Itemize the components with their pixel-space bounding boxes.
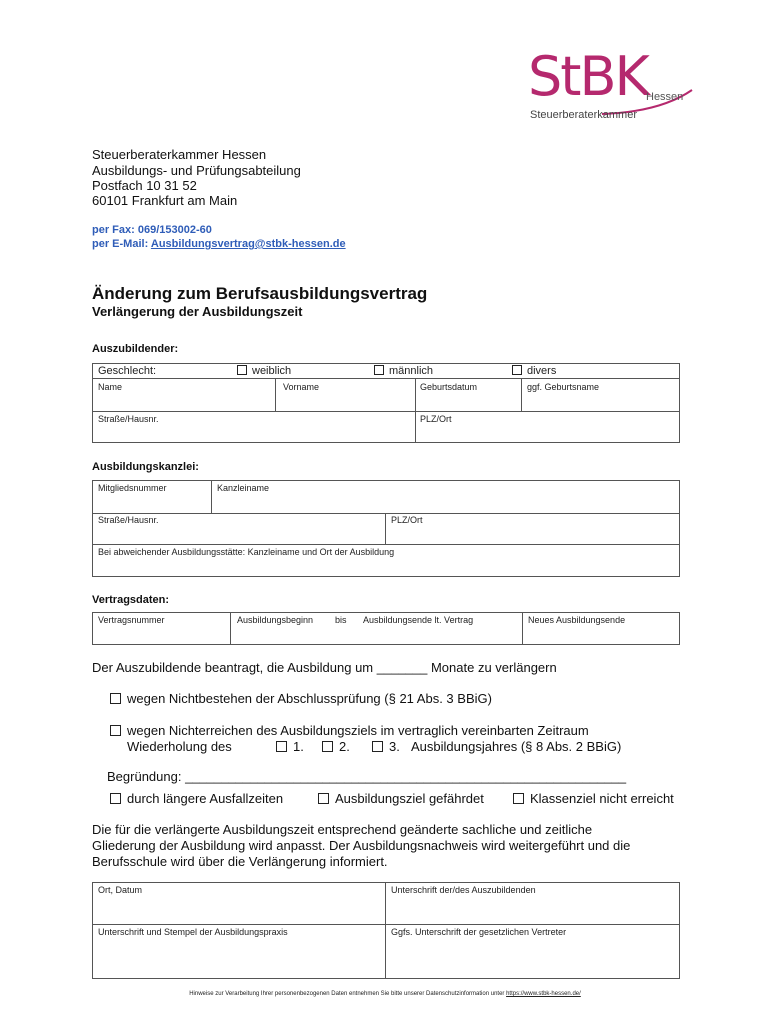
kanzlei-heading: Ausbildungskanzlei: bbox=[92, 461, 199, 473]
kanzlei-plz-field[interactable]: PLZ/Ort bbox=[391, 515, 423, 525]
ausbildungsbeginn-field[interactable]: Ausbildungsbeginn bbox=[237, 615, 314, 625]
email-label: per E-Mail: bbox=[92, 238, 151, 250]
signature-azubi-field[interactable]: Unterschrift der/des Auszubildenden bbox=[391, 885, 536, 895]
gender-weiblich-label: weiblich bbox=[252, 365, 292, 377]
gender-weiblich-checkbox[interactable] bbox=[237, 365, 291, 377]
reason-ziel-gefaehrdet-label: Ausbildungsziel gefährdet bbox=[335, 791, 484, 806]
antrag-text: Der Auszubildende beantragt, die Ausbildung um _______ Monate zu verlängern bbox=[92, 660, 557, 675]
ausbildungsende-field[interactable]: Ausbildungsende lt. Vertrag bbox=[363, 615, 474, 625]
kanzlei-table bbox=[92, 480, 680, 577]
azubi-name-field[interactable]: Name bbox=[98, 382, 123, 392]
year-tail-label: Ausbildungsjahres (§ 8 Abs. 2 BBiG) bbox=[411, 739, 622, 754]
year-2-label: 2. bbox=[339, 739, 350, 754]
azubi-vorname-field[interactable]: Vorname bbox=[283, 382, 320, 392]
azubi-geburtsname-field[interactable]: ggf. Geburtsname bbox=[527, 382, 600, 392]
email-line bbox=[92, 238, 346, 250]
ort-datum-field[interactable]: Ort, Datum bbox=[98, 885, 143, 895]
vertrag-heading: Vertragsdaten: bbox=[92, 594, 170, 606]
azubi-strasse-field[interactable]: Straße/Hausnr. bbox=[98, 414, 159, 424]
fax-number: per Fax: 069/153002-60 bbox=[92, 224, 212, 236]
signature-vertreter-field[interactable]: Ggfs. Unterschrift der gesetzlichen Vertreter bbox=[391, 927, 567, 937]
page-title: Änderung zum Berufsausbildungsvertrag bbox=[92, 284, 428, 303]
gender-maennlich-label: männlich bbox=[389, 365, 434, 377]
year-1-label: 1. bbox=[293, 739, 304, 754]
azubi-heading: Auszubildender: bbox=[92, 343, 179, 355]
kanzlei-mitglied-field[interactable]: Mitgliedsnummer bbox=[98, 483, 167, 493]
bis-label: bis bbox=[335, 615, 347, 625]
begruendung-field[interactable]: Begründung: _____________________________________________________________ bbox=[107, 769, 627, 784]
gender-maennlich-checkbox[interactable] bbox=[374, 365, 433, 377]
neues-ausbildungsende-field[interactable]: Neues Ausbildungsende bbox=[528, 615, 626, 625]
kanzlei-name-field[interactable]: Kanzleiname bbox=[217, 483, 270, 493]
reason-ziel-gefaehrdet-checkbox[interactable] bbox=[318, 791, 484, 806]
privacy-text: Hinweise zur Verarbeitung Ihrer personenbezogenen Daten entnehmen Sie bitte unserer Datenschutzinformation unter bbox=[189, 991, 507, 997]
kanzlei-abweichend-field[interactable]: Bei abweichender Ausbildungsstätte: Kanzleiname und Ort der Ausbildung bbox=[98, 547, 395, 557]
info-line-1: Die für die verlängerte Ausbildungszeit entsprechend geänderte sachliche und zeitliche bbox=[92, 822, 593, 837]
year-3-checkbox[interactable] bbox=[372, 739, 400, 754]
gender-divers-label: divers bbox=[527, 365, 557, 377]
reason-nichtbestehen-checkbox[interactable] bbox=[110, 691, 492, 706]
year-1-checkbox[interactable] bbox=[276, 739, 304, 754]
reason-klassenziel-label: Klassenziel nicht erreicht bbox=[530, 791, 674, 806]
year-3-label: 3. bbox=[389, 739, 400, 754]
reason-nichtbestehen-label: wegen Nichtbestehen der Abschlussprüfung (§ 21 Abs. 3 BBiG) bbox=[127, 691, 492, 706]
address-line-2: Ausbildungs- und Prüfungsabteilung bbox=[92, 163, 301, 178]
page-subtitle: Verlängerung der Ausbildungszeit bbox=[92, 304, 303, 319]
logo-subtitle: Steuerberaterkammer bbox=[530, 109, 637, 121]
reason-ausfallzeiten-checkbox[interactable] bbox=[110, 791, 283, 806]
azubi-geburtsdatum-field[interactable]: Geburtsdatum bbox=[420, 382, 478, 392]
privacy-link[interactable]: https://www.stbk-hessen.de/ bbox=[506, 991, 581, 997]
reason-ausfallzeiten-label: durch längere Ausfallzeiten bbox=[127, 791, 284, 806]
reason-nichterreichen-label: wegen Nichterreichen des Ausbildungsziels im vertraglich vereinbarten Zeitraum bbox=[127, 723, 589, 738]
wiederholung-label: Wiederholung des bbox=[127, 739, 232, 754]
gender-divers-checkbox[interactable] bbox=[512, 365, 556, 377]
year-2-checkbox[interactable] bbox=[322, 739, 350, 754]
info-line-3: Berufsschule wird über die Verlängerung informiert. bbox=[92, 854, 388, 869]
kanzlei-strasse-field[interactable]: Straße/Hausnr. bbox=[98, 515, 159, 525]
address-line-4: 60101 Frankfurt am Main bbox=[92, 193, 238, 208]
gender-label: Geschlecht: bbox=[98, 365, 157, 377]
signature-praxis-field[interactable]: Unterschrift und Stempel der Ausbildungspraxis bbox=[98, 927, 288, 937]
address-line-3: Postfach 10 31 52 bbox=[92, 178, 197, 193]
email-link[interactable]: Ausbildungsvertrag@stbk-hessen.de bbox=[150, 238, 346, 250]
address-line-1: Steuerberaterkammer Hessen bbox=[92, 147, 267, 162]
logo-wordmark: StBK bbox=[528, 45, 648, 108]
info-line-2: Gliederung der Ausbildung wird anpasst. Der Ausbildungsnachweis wird weitergeführt und die bbox=[92, 838, 631, 853]
azubi-plz-field[interactable]: PLZ/Ort bbox=[420, 414, 452, 424]
logo-region: Hessen bbox=[646, 91, 684, 103]
vertragsnummer-field[interactable]: Vertragsnummer bbox=[98, 615, 165, 625]
privacy-footer bbox=[0, 991, 770, 997]
reason-klassenziel-checkbox[interactable] bbox=[513, 791, 674, 806]
reason-nichterreichen-checkbox[interactable] bbox=[110, 723, 589, 738]
